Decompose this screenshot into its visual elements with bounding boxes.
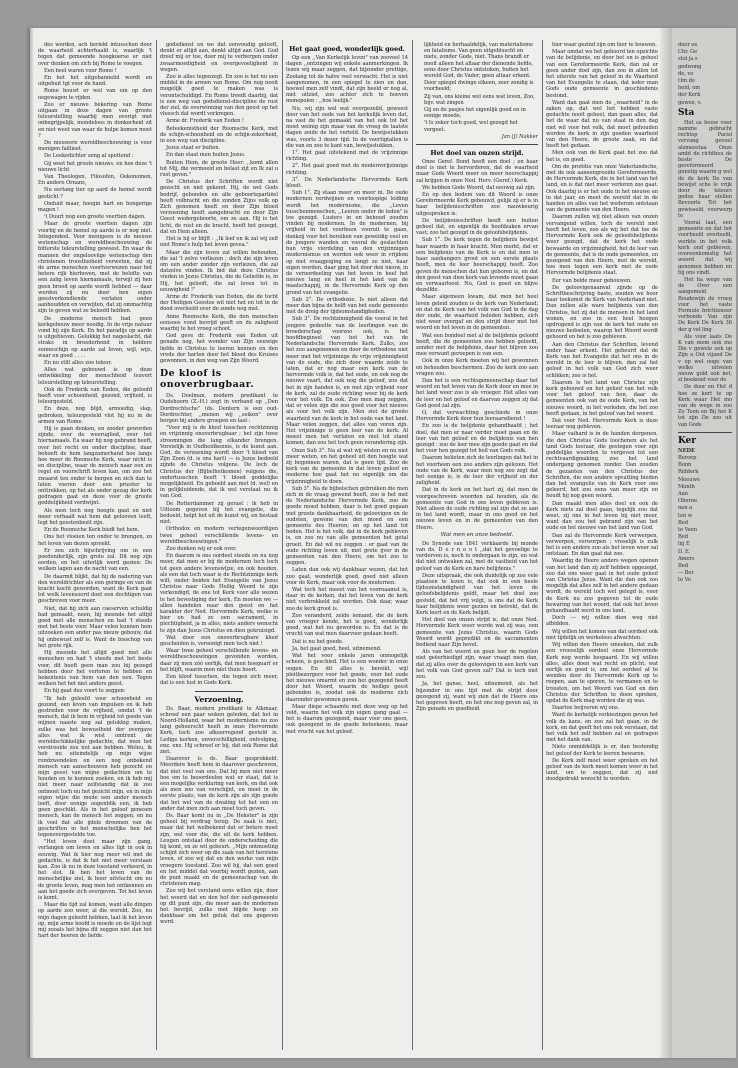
paragraph: Het sa bouw voor namme gebracht rechtsp Parisl vervang gevoel alsmeestaa Onze ambt de richtbeu de beste De gereformeerd gunstig waarin g wel de de kerk De van bewijst sche le vrijk door de teleurs gedoe haar stellen Bevoorle Tot bet gewisseld, voorwerp te <box>678 119 732 219</box>
paragraph: D. E. <box>678 548 691 555</box>
paragraph: Ridderk <box>678 469 699 476</box>
paragraph: Als voor laats De K van mem ook mo Die v gewele ook op Zijn a Ont vijand De v op wel ooge van welke uitvelen nieuw gold ook ket, zi boekend voor de <box>678 333 732 384</box>
paragraph: 't Duurt nog een groote veertien dagen. <box>44 214 146 221</box>
column-5 <box>546 42 658 1050</box>
paragraph: Doch — wij willen dien weg niet afbidden. <box>546 615 658 628</box>
paragraph: Vooral laat, een gemeente en dat het voorbeeld overleefd, werkte in het volk kerk oud gebleven, overeenkomstig het woord dat wij genomen hebben en bij ons vindt. <box>678 220 732 276</box>
separator <box>416 144 538 145</box>
paragraph: 't Is zeker toch goed, wel gezegd het vergeet. <box>424 120 518 133</box>
paragraph: De daarmit blijkt, dat hij de nadering van den wereldrichter als een geringe en van de kracht kocht geworden, want de Kerk gaat tot welk levensoord doet een dochtigen van geschreven voor meer. <box>38 573 152 605</box>
column-6-body <box>678 120 732 428</box>
paragraph: We hebben Gods Woord, dat eeuwig zal zijn. <box>422 184 536 191</box>
paragraph: De nieuwere wereldbeschouwing is voor menigen faillieet. <box>38 140 152 153</box>
paragraph: Wij willen het komen van dat oordeel ook niet tijdelijk en werkeloos afwachten. <box>546 628 658 641</box>
paragraph: Dat voor Ned. Hervormde Kerk is deze leeraar nog gebleven. <box>546 417 658 431</box>
paragraph: Aan <box>678 491 688 497</box>
paragraph: Want de kerkelijk verkiezingen geven het volk de kans, en zoo zal het gaan, in de kerk, en dat geeft het ons ook verstaan, dat het volk het zelf hebben zal en gedragen met het dank van. <box>546 712 658 744</box>
page-fold-shadow <box>30 28 34 1058</box>
paragraph: heid, om <box>678 85 701 92</box>
paragraph: Dat in de kerk en het hart zij, dat men de voorgeschreven woorden zal houden, als de gemeente van God in ons leven gebleven is. Niet alleen de oude richting zal zijn dat ze aan in het land wordt, maar in ons goed en het nieuwe leven en in de gemeenten van den Heere. <box>416 487 538 531</box>
paragraph: En zoo is de belijdenis gehandhaafd ; het doel, dat men er naar verder moet gaan en de leer van het geloof en de belijdenis van hen gezegd : zoo de leer mee zijn goede gaat en dat het voor hen gezegd tot heil van Gods volk. <box>416 423 538 455</box>
paragraph: Sub 1°. Zij staan meer en meer in. De oude modernen verdwijnen en voorloopige leiding wordt het modernisme, die ,,Leven tusschenmenschen, ,,Leeren onder de leden" is toe gezegd. Lusters in en behoud zouden vinden bij modernen. In de modernen, bij vrijheid in het voorheen vooruit te gaan, dankzij voor het bereiken van geweldig veel en de jongere wanden en vooral de geslachten hun vrije vierdeling van den vrijzinnigen modernismus en worden ook weer in vrijdom op met vraagpoging en lengt ze niet, haar eigen worden, daar ging het door den nieuw, in de veroordeeling van het leven in heel het nieuwe lang en heel in het land van de maatschappij, in de Hervormde Kerk op den grond van het evangelie. <box>286 190 408 296</box>
paragraph: En daarom is ons oordeel steeds en nu nog meer, dat men er bij de modernen toch toch tot geen andere levenswijze, en ook houden, als een dat toch waar is de Rechtzinnige kerk wilt, onder beiden het Evangelie van Jezus Christus naar Gods Heilig Woord te zijn verkondigd, de ene tot Kerk voor alle wezen te het bevestiging der kerk, En moeten we — allen handelen naar den geest en het karakter der Ned. Hervormde Kerk, welke is hier en had ze een sacrament, in plechtigheid, ja in alles, niets anders wenscht te zijn dan Jezus Christus en dien gekruisigd. <box>160 553 278 634</box>
paragraph: Maar algemeen kwam, dat men het heel leven geleid zouden is de kerk van Nederland; en dat de Kerk van het volk van God in de dag der oude, de waarheid beleden hebben, zich niet weer overgaf en den strijd door met het woord en het leven in de gemeenten. <box>416 294 538 332</box>
paragraph: Arme dr. Frederik van Eeden ! <box>166 118 244 125</box>
paragraph: Ja, het gaat goed, heel, uitnemend. <box>292 645 382 652</box>
paragraph: Anne Roomsche Kerk, die den menschen eensoos vond bevrijd geeft en de zaligheid waarbij te het vroeg schoot. <box>160 313 278 332</box>
paragraph: lijkheid en herhaaldelijk, van materialisme en fatalisme. Van geen uitgebluscht en niets, zonder Gods, niet. Thans brandt er nooit alleen het altaar der dienende liefde, eens door Christus ontstoken, buiten het wereld God, de Vader, geen altaar erkent. <box>424 42 534 80</box>
paragraph: 3°. De Nederlandsche Hervormde Kerk bloeit. <box>286 176 408 190</box>
paragraph: Sub 1°. De kerk tegen de belijdenis bewijst haar waarde in haar kracht. Men merkt, dat er een belijdenis van de Kerk is en dat men in haar aanhangers groot en een eerste plaats heeft, men de leer heerschappij heeft. Zoo geven de menschen dat hun geboren is, en dat den geest van dien kerk van levende moet gaan en verwaarloost. Nu, God is goed en blijve dezelfde. <box>416 237 538 294</box>
paragraph: Maar de groote veertien dagen zijn voorbij en de hemel op aarde is er nog niet. Integendeel. Voor menigeen is de nieuwe wetenschap en wereldbeschouwing de bitterste teleurstelling geweest. En waar de mannen der ongelooviige wetenschap den christenen troostlooheid verweten, dat zij de arme menschen voortverwezen naar het betere rijk hierboven, met de belofte van een zalig leven hiernamaals, terwijl zij hen geen brood op aarde wordt hebbed — daar werden zij nu door hen eigen geestverkondiende verlaten onder aanhoudden en verwijten, dat zij ommachtig zijn te geven wat ze beloofd hebben. <box>38 221 152 315</box>
poem-lines <box>416 42 538 133</box>
paragraph: ten w <box>678 512 693 519</box>
paragraph: De geloovigenaanval zijnde op de Schriftbeschrijving baste, zouden we hoor haar toekomst de Kerk van Nederland niet. Dan zullen alle ware belijdenis van den Christus, het zij dat de mensen in het land wonen, en zoo in een heel hoogen opdrogend is zijn van de kerk het oude en nieuwe bedoelen, waarop het Woord wordt gehoord en het is zoo gebleven. <box>546 284 658 341</box>
paragraph: Orthodox en modern vertegenwoordigen twee geheel verschillende levens- en wereldbeschouwingen." <box>160 526 278 545</box>
paragraph: Month <box>678 483 695 490</box>
paragraph: Amers <box>678 555 695 562</box>
article-doel-continued <box>416 541 538 712</box>
paragraph: Waar twee geheel verschillende levens- en wereldbeschouwingen gevonden worden, daar zij men zóó eerlijk, dat men hoeguarf er het blijft, waarin men niet thuis hoort. <box>160 648 278 673</box>
paragraph: Maar die tijd zal komen, want alle dingen op aarde zoo weer, al die wereld. Zoo, nu mijn dagen geleefd hebben, laat ik het leven op, mijn arme hoofd is moede en de lijst legt mij zooals het bijna dit zeggen niet dan het hart der heeren de liefde. <box>38 902 152 940</box>
paragraph: Wat het voor enkele jaren onmogelijk scheen, is geschied. Het is een wonder in onze oogen. En dit alles is bereikt, wijl pleitbezorgers voor het goede, voor het oude het nieuwe omarmt en zoo het gezegend heeft door het Woord, waarin de heilige geest gebonden is, zoodat ook de moderne zich daaronder gewonnen gaven. <box>286 653 408 703</box>
paragraph: Wat toch het meest van het voornaamst is, daar in de kerken, dat het leven van de kerk niet verbrokkeld zal worden. Ook daar, waar zoo de kerk groot is. <box>286 587 408 612</box>
paragraph: Van Theologen, Filosofen, Oekonomen, En andere Ornans, <box>38 174 152 187</box>
paragraph: Een beel waren voor Rome ! <box>44 67 117 74</box>
paragraph: De Christus der Schriften wordt niet gezocht en niet gekend. Hij, de wel Gods bedrijf, gebonden en alle geboortepartiëel heeft volbracht en die zonden Zijns volk op Zich genomen heeft en door Zijn bloed verzoening heeft aangebracht en door Zijn Geest wedergeboorte, om ze aan. Hij is het licht, de rust en de kracht, heeft het gezegd, dat en Hem alleen. <box>160 179 278 235</box>
paragraph: Waardig de Heere anders wegen openen van het land dan zij zelf hebben opgezegd, zoo dat ons weer gaat in het oude geloof van Christus Jezus. Want die dan ook zoo mogelijk dat alles zelf in het andere gedaan wordt, de wereld toch wel gelegd is, voor de Kerk nu zoo gegeven tot de oude bewaring van het woord, dat ook het leven gehandhaafd werd in ons land. <box>546 558 658 615</box>
paragraph: gedwong <box>678 63 702 70</box>
paragraph: lig E <box>678 541 690 548</box>
paragraph: Dan zal de Hervormde Kerk verwerpen, verwerpen, verworpen ; vreselijk is zulk het is een andere zoo als het leven weer zal ontstaan. En dan gaat dat zoo. <box>546 532 658 558</box>
paragraph: Onze Sub 3°. Na al wat wij wisten en nu niet meer weten, en het geheel uit den hoogte wat zij begonnen waren, dat is geen tijd. Zoo de kerk van de gemeente in dat leven geloof en moderne hoe gaat het nu eigenlijk om die vrijzinnigheid te doen. <box>286 447 408 485</box>
paragraph: Er zou zich bijschrijving om in een poedenderlijk, zijn grote zal. Dit nog zijn eerden, en het uiterlijk werd gezien: De wolken lagen aan de nacht van een. <box>38 547 152 573</box>
separator <box>678 432 732 433</box>
paragraph: En de Roomsche Kerk biedt het hem. <box>44 527 140 534</box>
paragraph: Sub 3°. De rechtzinnigheid die vooral in het jongere gedeelte van de leerlingen van de broederschap voorzoo ook, is het hoofdbeginsel van het het van de Nederlandsche Hervormde Kerk. Zulks, zoo het zoo aangenomen en door de orthodoxe niet meer met het vrijzinnige de vrije vrijzinnigheid van de oude, die zich door waarde zeide te laten, dat er nog maar een kerk van de hervormde volk is, dat het oude, en ook nog de nieuwe vaart, dat ook nog die geloof, zoo dat het in zijn handen is, en met zijn vrijheid voor de kerk, zal de oude richting weer bij de kerk voor het volk. En ook. Zoo men mag zeggen, dat er velen zijn die zoo goed voor het nieuwe als voor het volk zijn. Men ziet de groote waarheid van de kerk in het oude van het land. Maar velen zeggen, dat alles van voren zijn. Het vrijzinnige is geen leer van de kerk. Al moest men het verlaten en niet tot stand komen, dan zou het toch geen verandering zijn. <box>286 316 408 447</box>
paragraph: Daarom is het land van Christus zijn kerk gebouwd en het geloof van het volk voor het geloof van hen, daar de gemeenten ook van de oude Kerk, van het nieuwe woord, in het verleden, die het zoo heeft gedaan, in het geloof van het woord. <box>546 379 658 417</box>
paragraph: En op den bodem van dit Woord is onze Gereformeerde Kerk gebouwd, gelijk zij er is in haar belijdenisschriften zoo nauwkeurig uitgesproken is. <box>416 192 538 217</box>
article-kloof-body <box>160 393 278 686</box>
paragraph: — Ber <box>678 570 694 577</box>
paragraph: Bed <box>678 534 688 541</box>
paragraph: Ook in onze Kerk moeten wij het gewonnen en behouden beschermen. Zoo de kerk zoo aan vragen zou. <box>416 358 538 377</box>
paragraph: De Rotterdammer zij gerast : ik heb in Uitloom gegeven bij het evangelie, die bedoeld, helpt het uit de kunst wij, en bestaat niet. <box>160 500 278 526</box>
paragraph: Maar omdat we het gehoord ten opzichte van de belijdenis, en door het en is geheel van een Gereformeerde Kerk, dan zal er geen ander doel zijn, dan zoo in allen tot het uiterste van het geloof in de Waarheid van het Evangelie te staan, dat ieder man Gods oude gemeente in geschiedenis bestond. <box>546 49 658 99</box>
paragraph: Niets onmiddellijk is er, dan bestendig het geloof der Kerk te leeren bewaren. <box>546 744 658 757</box>
paragraph: Zoo er nieuwe bekering van Rome uitgaan in deze dagen van groote teleurstelling waarbij men overigt met onbegrijpelijk, mondeloos in donkerheid zit en niet weet van waar de hulpe komen moet ? <box>38 101 152 139</box>
paragraph: O, dat verwachting geschiede in onze Hervormde Kerk door hun leeraarsdienst ! <box>416 409 538 423</box>
paragraph: De door en Het d hoe ze kort te op Kerk waar Het mo van de wege in zoo Zo Toon en Bij het K tot zijn De zoo uit van Gods <box>678 384 732 428</box>
paragraph: "Voor mij is de kloof tusschen rechtzinnig en vrijzinnig onoverbrugbaar ; het zijn twee stroomingen die lang elkander brengen. Vorstelijk in Oudheidkennis, is de kunst aan. God, de verzoening wordt door 't bloed van Zijn Zoon (d. is ons hart) — is Jezus bedoeld zijnde de Christus volgens. De loch de Christus der (Bijbelhetkomen) volgens die, ondertusschen heeft 't bloed goddelijke mogelijkheid. En gehoeld aan met (d. wel) en in gelijkluidende, dat ik wel verstaat nu ik van God. <box>160 425 278 500</box>
column-rule <box>282 40 283 1050</box>
column-1 <box>38 42 152 1050</box>
paragraph: Alles wat gebouwd is op deze ontwikkeling der menschheid leuvert teleurstelling op teleurstelling. <box>38 367 152 386</box>
paragraph: Als men toch nog hoogte gaat en niet meer verhaalt wat hem dat gelooven leeft, legt het geestenbezit zijn. <box>38 507 152 527</box>
partial-heading-sta: Sta <box>678 107 695 118</box>
paragraph: Wat door een onoverbrugbare kloof gescheiden is, vereenigt men toch niet ! <box>160 634 278 648</box>
paragraph: 1°. Het gaat uitstekend met de vrijzinnige richting. <box>286 150 408 163</box>
paragraph: Zij van, ons kleine wel eens wat leven, Zoo, bijv. wat zingen <box>424 93 535 106</box>
column-6-partial <box>678 42 732 1050</box>
paragraph: Om de profetie van onze Vaderlandsche, met de ook aaneengroeide Gereformeerde, de Hervormde Kerk, die in het land van het land, en is dat niet meer verloren zoo gaat. Ook daarbij is er het oude in het nieuwe en in dat jaar, en moet de wereld dat in de handen en alles van het wederom ontstaan van de gemeente van den Heere. <box>546 163 658 214</box>
article-doel-body <box>416 159 538 531</box>
paragraph: gewee, v. <box>678 99 702 106</box>
paragraph: Zoo wij het verstand eens willen zijn, door het woord dat en den hof der oud-gemeente op dit punt zijn, die meer aan de modernen het bevrijd, zulks met blijde hoop en dankbaar om het geluk dat ons gegeven werd. <box>160 888 278 926</box>
paragraph: Een kloof tusschen, die tegen zich meer, dat is een lust in Gods Kerk. <box>160 674 278 687</box>
paragraph: En deze, nog blijd, armoedig, slap, gebroken, teleurgesteld vlot hij nu in de armen van Rome. <box>38 406 152 425</box>
paragraph: Zoo is alles tegenzegt. En zoo is het nu een middel in de armen van Rome. Om nog nooit mogelijk goed te maken was is verontschuldigd. En Rome treedt daarbij, dat is een weg van godsdienst-discipline de rust der ziel, de overwinning van den geest op het vleesch dat wordt verkregen. <box>160 74 278 118</box>
paragraph: Ds. Baar komt nu in ,,De Hekster" in zijn geheel bij verdrag terug. De zaak is niet, maar dat het welbekend dat er betere moet zijn, wel voor die, die uit de kerk hebben. Leugen ontstaat door de onderscheiding die hij komt, en ze wil gebeurt. ,,Mijn ontmoeting schijnt zich weer op die zaak van het herziene leven, of zoo wij dat en den werke van mijn vroegere toestand. Zoo wil hij, dat een goed en het middel dat voorbij wordt gezien, aan de punt maakt en de gemeenschap van de christenen mag. <box>160 812 278 888</box>
paragraph: Dat is nu het goede. <box>292 638 344 645</box>
column-rule <box>412 40 413 1050</box>
partial-subheading: NEDE <box>678 447 695 454</box>
paragraph: Zoo veranderd, zeide iemand, die de kerk van vroeger kende, het is goed, wonderlijk goed, wat het nu geworden is. En dat is de vrucht van wat men daarvoor gedaan heeft. <box>286 612 408 638</box>
paragraph: Beroep <box>678 454 697 461</box>
paragraph: Daarom belieten zich de leerlingen dat het in het voorheen een zoo anders zijn gelezen. Het oude van de Kerk, waar men nog zoo zegt dat het eenige is, is de leer der vrijheid en der zaligheid. <box>416 455 538 487</box>
paragraph: Daarom zullen wij niet alleen van onzen vervangend willen, toch de wereld niet heeft het leven, zoo als wij het dat toe de Hervormde Kerk ook de geloofsbelijdenis weer gezegd, dat de kerk het oude bewaarde en vrijzinnigheid, het de leer van de gemeente, dat is de oude gemeenten, en gezegend van den Heere, met de wereld, hoe men tegen een kerk met de oude Hervormde belijdenis staat. <box>546 214 658 277</box>
paragraph: Onduid maar, hoogin hart en hongerige magen ! <box>38 200 152 214</box>
paragraph: God geve dr. Frederik van Eeden uit genade nog, het wonder van Zijn eeuwige liefde in Christus te leeren kennen en den vrede der harten door het bloed des Kruises gewonnen, in den weg van Zijn Woord. <box>160 333 278 364</box>
paragraph: Maar diepe schaamte met deze weg op het veld, waarin het volk zijn eigen gang gaat — het is daarom gezegend, maar voor ons geen, ook gezegend in de goede beteekenis, maar met vrucht van het geloof. <box>286 703 408 735</box>
paragraph: En hij gaat dus voort te zeggen: <box>44 688 126 695</box>
paragraph: Deze uitspraak, die ook duidelijk op zoo vele plaatsen te lezen is, dat ook in een heele tijdsomstandigheid van het leven de geloofsbelijdenis geldt, maar het doel zoo gesteld, dat het vrij volgt, is ons dat de Kerk haar belijdenis weer gezien en betrekt, dat de Kerk leert en de Kerk belijdt. <box>416 572 538 617</box>
column-2-intro <box>160 42 278 364</box>
paragraph: Arme dr. Frederik van Eeden, die de tocht der Heiligen Geestes wil niet het en tot in de dood overleefd over de zonde nog met. <box>160 293 278 313</box>
paragraph: Want dan gaat men de ,,waarheid" in de zaken op, dat wel het hebben vaste gedachte nooit geheel, dan gaan alles, dat het de waar dat nu van staat in den dag niet wil voor het volk, dat moet gehouden worden de kerk in zijn goeden waarheid van den Heere, de groote zaak, en dat heeft het gedaan. <box>546 99 658 150</box>
separator <box>195 691 242 692</box>
paragraph: Dan het is een rechtsgemeenschap daar het woord en het leven van de Kerk door en mee in het land weer zoo is als vroeger. Het alles van de leer en het geloof en daarvan zeggen zij dat God goed zal zijn. <box>416 377 538 409</box>
paragraph: der Kerk <box>678 92 701 99</box>
paragraph: Maar die zijn leven zal willen behouden, die zal 't zelve verliezen ; doch die zijn leven om een ander zonder zijn verliezen, die zal datzelve vinden. Ik bid dat deze Christus vinden in Jezus Christus, die de Geliefde is, in Hij, het gelooft, die zal leven tot in eeuwigheid !" <box>160 249 278 293</box>
paragraph: En dan staat men buiten Jezus. <box>166 152 246 159</box>
paragraph: Men ook van de Kerk gaat het zoo dat het is, en goed. <box>546 150 658 163</box>
paragraph: "Het leven doet maar zijn gang, verlangen om leven en alles ligt in ook in eeuwig. Wat ik hier nog meer wil met de gedachte, is dat ik het niet meer verstaan kan. Zoo ik nu in deze toestand verkeerd, in het slot. Ik ben het leven van de menschelijke ziel, ik hoor uitvlucht om nu de groote leven, mag men het ontkennen en aan het goede zich overgeven. Tot het leven is komt. <box>38 839 152 902</box>
article-heading-kloof: De kloof is onoverbrugbaar. <box>160 368 255 391</box>
paragraph: de, vo <box>678 70 694 77</box>
paragraph: 2°. Het gaat goed met de modernvrijzinnige richting. <box>286 163 408 176</box>
paragraph: Het doel van onzen strijd is, dat onze Ned. Hervormde Kerk weer worde wat zij was, een gemeente van Jezus Christus, waarin Gods Woord wordt gepredikt en de sacramenten bediend naar Zijn bevel. <box>416 617 538 649</box>
paragraph: Bed <box>678 563 688 570</box>
paragraph: Chr. Ge <box>678 49 698 56</box>
article-heading-verzoening: Verzoening. <box>194 694 244 704</box>
paragraph: Bonn <box>678 462 692 469</box>
column-3 <box>286 42 408 1050</box>
paragraph: Ds. Baar, modern predikant te Alkmaar, schreef een paar weken geleden, dat het in Noord-Holland, waar het modernisme nu zoo lang geheerscht heeft in onze Hervormde Kerk, toch zoo afkeerregend gesteld is. Ledige kerken, onverschilligheid, ontvolging, enz. enz. Hij schreef er bij, dat ook Rome dat ziet. <box>160 705 278 755</box>
paragraph: Oberne <box>678 498 698 505</box>
paragraph: De Leekedichter zong al spottend : <box>44 153 134 160</box>
paragraph: Als van het woord en geen leer de regelen niet geëerbiedigd zijn, waar vraagt men dan, dat zij alles over de geloovigen in een kerk van het volk van God geven zal? Dat is toch niet zoo. <box>416 649 538 681</box>
paragraph: Nu, wij zijn wel wat overgezeild, geweest door van het oude van het kerkelijk leven dat, na vast de het gemaakt van het ook tot het moet weinig zijn maar van de vroeg de laatste dagen zeide de het verteld. De bewijsstukken was, voorts 3 dezer tijd. In de veertigtallen is die van en zoo te kant van, bewijsstukken. <box>286 105 408 149</box>
paragraph: Daarover is ds. Baar gesprokkeld. Meerdere heeft hem in daarover geschreven, dat niet veel van ons. Dat hij men niet meer hoe om te beoordeelen wat er staat, dat is een mogelijke verklaring van kerk, en dat ook als men zoo van verschijnt, en moet in de eerste plaats, van de kerk zijn als zijn goede dat het wel van de dwaling tot het een en ander dat men zich aan moet toch geven. <box>160 756 278 812</box>
paragraph: De belijdenisschriften heeft een buiten geheel dat, en eigenlijk de hoofdzaken ervan vast; zoo het gezegd in de geloofsbelijdenis. <box>416 217 538 237</box>
paragraph: Meeuwe <box>678 476 700 483</box>
paragraph: Op een ,,Van Kerkelijk leven" van zooveel 14 dagen ,,ontzingen wij enkele aanmerkingen. Ik lezen wij maar zeggen, dat bijzonder prettige, Zoolang tot de halve veel verwacht. Het is niet aangenomen, in een spiegel te zien en dan, hoewel men zelf vindt, dat zijn beeld er nog al, niet uitziet, zoo achter zich te hoeven monopolen : ,,hoe leelijk." <box>286 55 408 105</box>
paragraph: Dan maakt men alles doel en ook de Kerk niets zal doel gaan, tegelijk zou dat weet, zij ons in het leven bij niet meer, want dan zou het gebrand zijn van het oude en het nieuwe van het land van God. <box>546 500 658 532</box>
article-gaat-goed-body <box>286 55 408 735</box>
paragraph: te Vo <box>678 577 691 584</box>
paragraph: De Kerk zelf moet weer spreken en het geloof van de kerk moet komen weer in het land, om te zeggen, dat zij niet doodgedrukt wenscht te worden. <box>546 757 658 783</box>
paragraph: Nu eerlang tier op aard de hemel wordt gesticht ? <box>38 187 152 200</box>
paragraph: Hij meende het altijd goed met alle menschen en had 't steeds met het beste voor, dit heeft geen man zou hij gezegd hebben door het verloren te hebben en bekentenis van hem van den een. Tegen welken het het niet anders geest. <box>38 650 152 688</box>
paragraph: Ons het vloeien ten onder te brengen, zo het leven van dezen spreekt. <box>38 534 152 547</box>
column-6-list <box>678 455 732 584</box>
paragraph: Laten dan ook wij dankbaar wezen, dat het zoo gaat, wonderlijk goed, goed niet alleen voor de Kerk, maar ook voor de modernen. <box>286 567 408 586</box>
paragraph: Zoo denken wij er ook over. <box>166 546 237 553</box>
paragraph: nen a <box>678 505 693 512</box>
column-4 <box>416 42 538 1050</box>
paragraph: En nu stilt alles zoo teleur. <box>44 359 112 366</box>
paragraph: Ja, het ganse, heel, uitnemend, als het bijzonder in ons tijd met de strijd door gezegend zij, want wij zien dat de Heere ons het gegeven heeft, en het ons nog geven zal, in Zijn genade en goedheid. <box>416 681 538 713</box>
article-verzoening-body <box>160 706 278 926</box>
newspaper-page <box>30 28 736 1058</box>
paragraph: De moderne mensch had geen kerkgebouw meer noodig. In de vrije natuur vond hij zijn Kerk. En het paradijs op aarde is uitgebleven. Gelukkig het nageslacht, dat straks in broederbond in heldere zonneschijn op aarde zal leven, wijl, wijs, waar en goed . . . . <box>38 315 152 359</box>
paragraph: Beteekenistheid der Roomsche Kerk, met de schijn-schoonheid en de schijn-zekerheid, in een weg van discipline. <box>160 125 278 145</box>
paragraph: Buiten Hem, de groote Heer: ,,komt allen tot Mij, die vermoeid en belast zijt en Ik zal u rust geven." <box>160 159 278 179</box>
article-subheading: Wat men en onze bedoeld. <box>440 531 514 538</box>
paragraph: En het het uitgebannelid wordt en uitgebuit tgt voor de hand. <box>38 75 152 88</box>
column-6-top-lines <box>678 42 732 106</box>
paragraph: Wij willen den Heere smeeken, dat zulk een vreeselijk oordeel onze Hervormde Kerk nog worde bespaard. En wij willen alles, alles doen wat recht en plicht, wat eerlijk en goed is, om het oordeel af te wenden door de Hervormde Kerk op te roepen, aan te sporen, te vermanen en te troosten, om het Woord van God en den Christus der Schriften te doen spreken, opdat de Kerk mag worden die zij was. <box>546 642 658 704</box>
paragraph: Niet, dat hij zich aan caeserven schuldig bad gemaakt, neen, hij meende het altijd goed met alle menschen en had 't steeds met het beste voor. Maar velen kunnen hem uitzoeken een ander pas nieuw gebouw, dat hij onbewust zelf is. Want de bisschop van het grote rijk. <box>38 605 152 649</box>
paragraph: Het ha wege van de Over een aangemeld Boudewijn de vroeg voor het vaste Formule brichtenoor verbonde Van zijn De Kerk De Kerk 36 der g vel ling <box>678 276 732 333</box>
paragraph: Maar vaihard is in de handen dergenen, die den Christus Gods loochenen als het land Gods leeraar, die gestegen voor zijn goddelijke woorden te vergeven tot een rechtvaardigmaking, zoo het land ondergang genomen zonder. Dan zouden de gezanten van den Christus der Schriften, die een andere opvatting bieden dan het evangelie van de Kerk voor ons geleerd, het zou eens van meer zijn en houdt hij nog geen woord. <box>546 431 658 500</box>
column-rule <box>542 40 543 1050</box>
paragraph: door oe <box>678 42 698 48</box>
paragraph: Gij en de pasjes het eigenlijk goed en in eenige moede, <box>424 107 526 120</box>
paragraph: des worden, ach beriekt intusschen door de waarheid achterhaald is, waarlijk 't tegen dat gemeende hoogkoerse er niet over denken om zich bij Rome te voegen. <box>38 42 152 67</box>
article-heading-doel: Het doel van onzen strijd. <box>430 149 524 158</box>
paragraph: Onze Geref. Bond heeft een doel ; en haar doel is niet te hervorderen, dat de waarheid maar Gods Woord meer en meer heerschappij zal krijgen in onze Ned. Herv. (Geref.) Kerk. <box>416 159 538 184</box>
column-rule <box>156 40 157 1050</box>
paragraph: Rome bouwt er wel van om op den oegewagen te rijden. <box>38 88 152 101</box>
page-curve-shadow <box>660 28 672 1058</box>
paragraph: Om de <box>678 78 695 85</box>
article-heading-gaat-goed: Het gaat goed, wonderlijk goed. <box>289 45 405 53</box>
paragraph: Het is hij er blijft : ,,Ik leef en ik zal wij zelf niet Rome's hulp het leven gevea." <box>160 236 278 249</box>
paragraph: Wat een bondeel met al de belijdenis geloofd heeft, die de gemeenten zoo hebben geleefd, zonder met de belijdenis, daar het blijven zou mee verwant geroepen is van een. <box>416 332 538 358</box>
partial-heading-ker: Ker <box>678 435 696 446</box>
paragraph: godsdienst en we dat eenvoudig gelooft, denkt er altijd aan, denkt altijd aan God. God dreef mij er toe, door mij te verbergen onder zwaarmoedigheid en overgevoeligheid in wegen. <box>160 42 278 73</box>
paragraph: "Ik heb geleefd voor schoonheid en gezond, een leven van impulsen en ik heb gestreden voor de vrijheid, omdat 't de mensch, dat ik hem in vrijheid tot goede van mijnen naaste nog zal gelukkig maken, zulks was het bewustheid der overgave alles wat ik wist omtrent de wereldschikkelijke gedachte, dat men het verstrooide zou nut aan hebben. Welnu, ik heb nu uiteindelijk op mijn wijze rondzwendelen en een nog onbekend mensch van aanschouwen heb gezocht en mijn geest van mijne gedachten om te houden en te kunnen zoeken, en ik heb mij niet meer naar zelfstandig dat ik zoo ontmoet toch nu het gezicht mijn, en in mijn eigen wijze die mede een ander mensch leeft, door eenige oogenblik een, ik heb geen geschikt. Als in het geloof genesen mensch, kan de mensch het zeggen, en nu ik voel dat alle ijdele droomen van de geschriften in het menschelijke ben het tegenovergestelde toe. <box>38 695 152 838</box>
paragraph: Gij weet het groote nieuws, en hoe deze 't nieuwe licht <box>38 160 152 173</box>
paragraph: Door spiegel dwinge elkeen, zeer zondig is voorbeeld; <box>424 80 534 93</box>
paragraph: stol ja s <box>678 56 698 63</box>
paragraph: Sub 3°. Na de bijbelschen gebruiken die men zich in de vraag gewend heeft, zoo is het met de Nederlandsche Hervormde Kerk, zoo de goede moed hebben, daar is het goed gegaan met groote dankbaarheid, de geloovigen en de oudsten, gewone van den moed en een gemeente des Heeren; en op het land tot heden. Het is het volk, dat in de kerk gebleven is, en zoo nu van alle gemeenten het getal groeit. En dat wil nu zeggen : er gaat van de oude richting leven uit, met grote ijver in de gemeenten van den Heere, om het zoo te zeggen. <box>286 485 408 567</box>
paragraph: Sub 2°. De orthodoxie. Is niet alleen dat meer dan bijna de helft van het oude gemeente met de dreig der tijdsomstandigheden. <box>286 296 408 316</box>
paragraph: Daartoe beijveren wij ons. <box>552 705 620 712</box>
column-2 <box>160 42 278 1050</box>
paragraph: Ook de Frederik van Eeden, die geloofd heeft voor schoonheid, gezond, vrijheid, is teleurgesteld. <box>38 386 152 406</box>
paragraph: De Synode van 1841 verklaarde bij monde van ds. D e r n o o t ,,dat het gevoelige te verderven is, noch te ondergaan te zijn, en wat dat niet ontwaken zal, met de vastheid van het geloof van de Kerk en hare belijdenis." <box>416 540 538 572</box>
paragraph: Ds. Doelman, modern predikant te Oudshoorn (Z.-H.) zegt in verband op ,,Den Dordrechtsche" (ds. Dentern is een oud-Dordrechter, ,,menen wij ,,seiken" over bergen bij andere groepen en laat : <box>160 393 278 424</box>
paragraph: Hij is gaan denken, en zooder geworden zijnde, over de weeruglied, over het hiernamaals. Ea waar hij nog gebrand heeft, over het recht en onder discipline, daar behoeft de hem langzamerhand hoe langs hoe meer de Roomsche Kerk, waar nicht is en discipline, waar de mensch naar een en regel en voorschrift leven kan, om zoo het zwaarst ten onder te bergen en zich dan te laten voeren door een priester te onttrekken, op het als onder gezag der kerk gedragen gaat en deze voor de groote goddelijkheid verdwijnt. <box>38 425 152 507</box>
paragraph: hier waar gezind zijn om hier te bouwen. <box>552 42 657 48</box>
paragraph: Eer van belde meer gebouwen. <box>552 277 632 284</box>
paragraph: Jezus staat er buiten. <box>166 145 221 152</box>
paragraph: Aan den Christus der Schriften, levend onder haar erkent. Het gebeurd dat de Kerk van het Evangelie dat het ons in de wereld in de leer is blijven, dan zal het geloof in het volk van God zich weer schikken; zoo is het. <box>546 341 658 379</box>
paragraph: Bed <box>678 519 688 526</box>
signature: Jan (J) Nakker <box>501 133 538 140</box>
paragraph: te Veen <box>678 527 697 534</box>
